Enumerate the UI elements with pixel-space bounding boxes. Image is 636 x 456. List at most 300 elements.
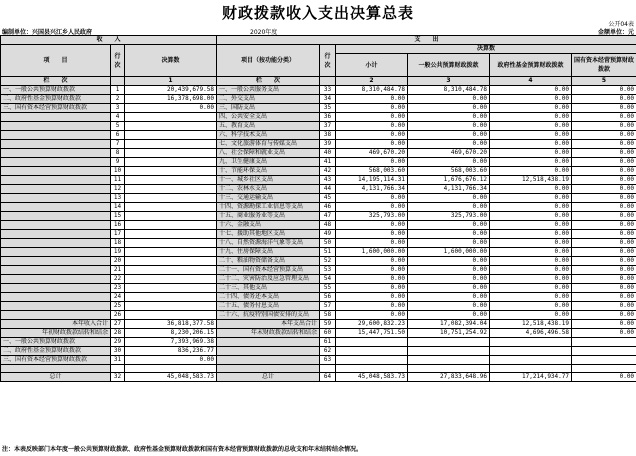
income-row-number: 22 (111, 275, 125, 284)
income-row-number: 2 (111, 95, 125, 104)
expense-fund-budget: 0.00 (490, 221, 572, 230)
income-row-number: 8 (111, 149, 125, 158)
expense-subtotal: 45,048,583.73 (336, 373, 408, 382)
income-row-number: 29 (111, 338, 125, 347)
income-amount (125, 140, 217, 149)
table-row (1, 338, 636, 347)
expense-general-budget: 0.00 (408, 293, 490, 302)
expense-row-number: 54 (320, 275, 336, 284)
table-row (1, 167, 636, 176)
expense-general-budget: 0.00 (408, 302, 490, 311)
income-amount (125, 266, 217, 275)
expense-fund-budget: 0.00 (490, 95, 572, 104)
expense-fund-budget: 0.00 (490, 167, 572, 176)
income-amount (125, 365, 217, 373)
income-item-label: 二、政府性基金预算财政拨款 (1, 347, 111, 356)
expense-general-budget: 8,310,484.78 (408, 86, 490, 95)
income-item-label (1, 194, 111, 203)
final-amount-header: 决算数 (125, 45, 217, 77)
expense-item-label: 十九、住房保障支出 (217, 248, 320, 257)
expense-general-budget (408, 365, 490, 373)
expense-subtotal (336, 356, 408, 365)
expense-fund-budget: 0.00 (490, 284, 572, 293)
income-row-number: 14 (111, 203, 125, 212)
expense-state-capital: 0.00 (572, 320, 636, 329)
table-row (1, 266, 636, 275)
expense-row-number: 40 (320, 149, 336, 158)
expense-general-budget: 0.00 (408, 221, 490, 230)
income-amount: 0.00 (125, 104, 217, 113)
expense-item-label: 二十五、债务付息支出 (217, 302, 320, 311)
income-amount (125, 176, 217, 185)
table-row (1, 257, 636, 266)
expense-fund-budget (490, 356, 572, 365)
expense-item-label: 四、公共安全支出 (217, 113, 320, 122)
expense-state-capital: 0.00 (572, 194, 636, 203)
income-row-number: 6 (111, 131, 125, 140)
expense-item-label: 十八、自然资源海洋气象等支出 (217, 239, 320, 248)
expense-general-budget: 0.00 (408, 275, 490, 284)
income-row-number: 13 (111, 194, 125, 203)
expense-general-budget: 0.00 (408, 122, 490, 131)
expense-subtotal: 0.00 (336, 275, 408, 284)
expense-item-label: 十四、资源勘探工业信息等支出 (217, 203, 320, 212)
income-amount (125, 185, 217, 194)
form-code: 公开04表 (608, 21, 634, 28)
expense-general-budget: 469,670.20 (408, 149, 490, 158)
expense-state-capital: 0.00 (572, 275, 636, 284)
income-row-number: 11 (111, 176, 125, 185)
expense-general-budget: 0.00 (408, 203, 490, 212)
expense-fund-budget: 0.00 (490, 104, 572, 113)
expense-item-label: 六、科学技术支出 (217, 131, 320, 140)
expense-state-capital: 0.00 (572, 176, 636, 185)
expense-row-number: 62 (320, 347, 336, 356)
expense-general-budget: 0.00 (408, 239, 490, 248)
income-item-label (1, 203, 111, 212)
expense-item-label: 十二、农林水支出 (217, 185, 320, 194)
money-unit: 金额单位：元 (597, 29, 634, 36)
income-amount: 36,818,377.58 (125, 320, 217, 329)
income-amount (125, 311, 217, 320)
expense-row-number: 51 (320, 248, 336, 257)
expense-subtotal (336, 347, 408, 356)
income-item-label (1, 212, 111, 221)
expense-row-number: 43 (320, 176, 336, 185)
expense-state-capital: 0.00 (572, 203, 636, 212)
table-row (1, 131, 636, 140)
expense-fund-budget: 0.00 (490, 203, 572, 212)
expense-general-budget: 0.00 (408, 104, 490, 113)
income-item-label (1, 113, 111, 122)
income-item-label (1, 230, 111, 239)
expense-state-capital: 0.00 (572, 257, 636, 266)
table-row (1, 122, 636, 131)
expense-fund-budget: 0.00 (490, 113, 572, 122)
income-amount (125, 131, 217, 140)
expense-row-number: 59 (320, 320, 336, 329)
expense-fund-budget: 0.00 (490, 185, 572, 194)
expense-row-number: 48 (320, 221, 336, 230)
expense-subtotal: 0.00 (336, 140, 408, 149)
income-amount: 0.00 (125, 356, 217, 365)
income-row-number: 1 (111, 86, 125, 95)
income-row-number: 9 (111, 158, 125, 167)
income-row-number: 30 (111, 347, 125, 356)
col-number-3: 3 (408, 77, 490, 86)
expense-item-label: 二十四、债务还本支出 (217, 293, 320, 302)
expense-fund-budget: 0.00 (490, 140, 572, 149)
expense-fund-budget: 0.00 (490, 275, 572, 284)
expense-row-number: 57 (320, 302, 336, 311)
income-item-label (1, 131, 111, 140)
table-row (1, 95, 636, 104)
expense-general-budget: 17,082,394.04 (408, 320, 490, 329)
expense-fund-budget: 0.00 (490, 131, 572, 140)
expense-fund-budget: 0.00 (490, 293, 572, 302)
income-amount (125, 122, 217, 131)
expense-subtotal: 14,195,114.31 (336, 176, 408, 185)
expense-item-label: 年末财政拨款结转和结余 (217, 329, 320, 338)
expense-general-budget: 0.00 (408, 140, 490, 149)
income-item-label (1, 365, 111, 373)
expense-general-budget: 1,600,000.00 (408, 248, 490, 257)
income-item-label (1, 248, 111, 257)
expense-item-label: 二、外交支出 (217, 95, 320, 104)
expense-row-number: 37 (320, 122, 336, 131)
expense-subtotal (336, 365, 408, 373)
table-row (1, 302, 636, 311)
income-row-number: 23 (111, 284, 125, 293)
expense-general-budget: 27,833,648.96 (408, 373, 490, 382)
compiling-unit: 编制单位：兴国县兴江乡人民政府 (2, 29, 93, 36)
expense-row-number: 34 (320, 95, 336, 104)
income-item-label: 年初财政拨款结转和结余 (1, 329, 111, 338)
income-item-label: 本年收入合计 (1, 320, 111, 329)
expense-state-capital: 0.00 (572, 149, 636, 158)
income-row-number: 17 (111, 230, 125, 239)
subtotal-header: 小计 (336, 54, 408, 77)
income-amount (125, 158, 217, 167)
expense-item-label: 二十三、其他支出 (217, 284, 320, 293)
expense-item-label: 二十、粮油物资储备支出 (217, 257, 320, 266)
table-row (1, 86, 636, 95)
income-row-number: 19 (111, 248, 125, 257)
expense-header: 支 出 (217, 36, 636, 45)
table-row (1, 140, 636, 149)
income-item-label: 一、一般公共预算财政拨款 (1, 338, 111, 347)
table-row (1, 113, 636, 122)
income-row-number (111, 365, 125, 373)
expense-item-label: 总计 (217, 373, 320, 382)
expense-subtotal: 0.00 (336, 131, 408, 140)
expense-state-capital (572, 356, 636, 365)
income-item-label: 三、国有资本经营预算财政拨款 (1, 104, 111, 113)
gen-budget-header: 一般公共预算财政拨款 (408, 54, 490, 77)
row-no-header-right: 行次 (320, 45, 336, 77)
income-item-label (1, 275, 111, 284)
income-item-label (1, 140, 111, 149)
col-number-2: 2 (336, 77, 408, 86)
income-amount (125, 194, 217, 203)
expense-state-capital: 0.00 (572, 86, 636, 95)
table-row (1, 185, 636, 194)
expense-subtotal: 0.00 (336, 203, 408, 212)
expense-item-label: 一、一般公共服务支出 (217, 86, 320, 95)
expense-state-capital: 0.00 (572, 266, 636, 275)
expense-row-number: 33 (320, 86, 336, 95)
expense-row-number: 58 (320, 311, 336, 320)
expense-item-label: 十一、城乡社区支出 (217, 176, 320, 185)
table-row (1, 311, 636, 320)
income-amount (125, 212, 217, 221)
income-item-label (1, 284, 111, 293)
table-row (1, 293, 636, 302)
expense-fund-budget: 0.00 (490, 257, 572, 266)
income-row-number: 21 (111, 266, 125, 275)
expense-general-budget: 0.00 (408, 131, 490, 140)
expense-item-label (217, 356, 320, 365)
expense-subtotal: 0.00 (336, 293, 408, 302)
expense-general-budget: 1,676,676.12 (408, 176, 490, 185)
table-row (1, 284, 636, 293)
expense-row-number: 52 (320, 257, 336, 266)
income-amount (125, 167, 217, 176)
expense-subtotal: 0.00 (336, 302, 408, 311)
expense-row-number: 63 (320, 356, 336, 365)
expense-general-budget: 0.00 (408, 113, 490, 122)
expense-subtotal: 469,670.20 (336, 149, 408, 158)
col-number-4: 4 (490, 77, 572, 86)
expense-general-budget: 0.00 (408, 266, 490, 275)
expense-fund-budget (490, 347, 572, 356)
expense-state-capital: 0.00 (572, 185, 636, 194)
expense-item-label: 二十一、国有资本经营预算支出 (217, 266, 320, 275)
income-row-number: 25 (111, 302, 125, 311)
expense-fund-budget: 0.00 (490, 239, 572, 248)
income-row-number: 28 (111, 329, 125, 338)
expense-state-capital: 0.00 (572, 248, 636, 257)
expense-subtotal: 0.00 (336, 194, 408, 203)
table-row (1, 104, 636, 113)
expense-row-number: 35 (320, 104, 336, 113)
income-item-label (1, 122, 111, 131)
expense-row-number: 44 (320, 185, 336, 194)
income-item-label (1, 176, 111, 185)
expense-item-label: 九、卫生健康支出 (217, 158, 320, 167)
income-amount (125, 248, 217, 257)
expense-row-number: 60 (320, 329, 336, 338)
expense-row-number: 56 (320, 293, 336, 302)
income-amount: 20,439,679.58 (125, 86, 217, 95)
expense-row-number: 45 (320, 194, 336, 203)
expense-general-budget: 0.00 (408, 194, 490, 203)
expense-row-number: 55 (320, 284, 336, 293)
expense-fund-budget: 17,214,934.77 (490, 373, 572, 382)
income-row-number: 31 (111, 356, 125, 365)
expense-subtotal: 0.00 (336, 158, 408, 167)
income-item-label (1, 158, 111, 167)
item-header: 项 目 (1, 45, 111, 77)
income-amount (125, 293, 217, 302)
expense-row-number: 42 (320, 167, 336, 176)
income-amount (125, 203, 217, 212)
expense-fund-budget: 0.00 (490, 266, 572, 275)
income-row-number: 18 (111, 239, 125, 248)
income-amount: 45,048,583.73 (125, 373, 217, 382)
table-row (1, 329, 636, 338)
expense-state-capital: 0.00 (572, 212, 636, 221)
expense-general-budget: 568,003.60 (408, 167, 490, 176)
page-title: 财政拨款收入支出决算总表 (221, 4, 414, 22)
expense-subtotal: 0.00 (336, 122, 408, 131)
expense-state-capital: 0.00 (572, 373, 636, 382)
expense-item-label: 十六、金融支出 (217, 221, 320, 230)
income-amount (125, 113, 217, 122)
table-row (1, 158, 636, 167)
expense-row-number (320, 365, 336, 373)
income-item-label (1, 302, 111, 311)
income-amount (125, 284, 217, 293)
expense-general-budget: 0.00 (408, 230, 490, 239)
income-item-label (1, 266, 111, 275)
income-amount: 7,393,969.38 (125, 338, 217, 347)
income-row-number: 4 (111, 113, 125, 122)
expense-item-label (217, 365, 320, 373)
income-row-number: 27 (111, 320, 125, 329)
expense-item-label (217, 338, 320, 347)
income-row-number: 16 (111, 221, 125, 230)
expense-item-label: 五、教育支出 (217, 122, 320, 131)
expense-state-capital: 0.00 (572, 311, 636, 320)
expense-item-label: 三、国防支出 (217, 104, 320, 113)
income-row-number: 24 (111, 293, 125, 302)
expense-row-number: 50 (320, 239, 336, 248)
income-item-label: 总计 (1, 373, 111, 382)
income-amount (125, 257, 217, 266)
expense-state-capital: 0.00 (572, 122, 636, 131)
expense-subtotal: 29,600,832.23 (336, 320, 408, 329)
expense-subtotal: 0.00 (336, 230, 408, 239)
expense-subtotal: 325,793.00 (336, 212, 408, 221)
table-row (1, 356, 636, 365)
expense-subtotal: 0.00 (336, 104, 408, 113)
income-amount: 16,378,698.00 (125, 95, 217, 104)
expense-subtotal: 0.00 (336, 239, 408, 248)
income-item-label (1, 221, 111, 230)
expense-general-budget: 10,751,254.92 (408, 329, 490, 338)
table-row (1, 365, 636, 373)
expense-fund-budget: 4,696,496.58 (490, 329, 572, 338)
income-row-number: 32 (111, 373, 125, 382)
expense-subtotal: 0.00 (336, 221, 408, 230)
col-number-5: 5 (572, 77, 636, 86)
expense-fund-budget (490, 365, 572, 373)
table-row (1, 347, 636, 356)
expense-fund-budget: 0.00 (490, 230, 572, 239)
expense-state-capital: 0.00 (572, 284, 636, 293)
expense-fund-budget: 0.00 (490, 194, 572, 203)
expense-fund-budget (490, 338, 572, 347)
expense-general-budget: 4,131,766.34 (408, 185, 490, 194)
expense-subtotal: 0.00 (336, 284, 408, 293)
income-amount: 836,236.77 (125, 347, 217, 356)
expense-state-capital: 0.00 (572, 167, 636, 176)
income-row-number: 5 (111, 122, 125, 131)
expense-general-budget: 325,793.00 (408, 212, 490, 221)
expense-state-capital: 0.00 (572, 158, 636, 167)
table-row (1, 212, 636, 221)
income-amount (125, 230, 217, 239)
expense-fund-budget: 0.00 (490, 311, 572, 320)
income-amount (125, 221, 217, 230)
expense-general-budget: 0.00 (408, 158, 490, 167)
budget-table (0, 35, 636, 382)
income-amount (125, 149, 217, 158)
expense-fund-budget: 12,518,438.19 (490, 176, 572, 185)
table-row (1, 230, 636, 239)
expense-general-budget: 0.00 (408, 311, 490, 320)
income-amount (125, 239, 217, 248)
expense-subtotal: 0.00 (336, 266, 408, 275)
expense-subtotal: 0.00 (336, 257, 408, 266)
expense-row-number: 64 (320, 373, 336, 382)
table-row (1, 373, 636, 382)
expense-general-budget: 0.00 (408, 95, 490, 104)
expense-state-capital: 0.00 (572, 104, 636, 113)
expense-item-label: 二十二、灾害防治及应急管理支出 (217, 275, 320, 284)
table-row (1, 203, 636, 212)
expense-state-capital (572, 365, 636, 373)
income-amount: 8,230,206.15 (125, 329, 217, 338)
expense-state-capital: 0.00 (572, 293, 636, 302)
expense-fund-budget: 0.00 (490, 302, 572, 311)
fund-budget-header: 政府性基金预算财政拨款 (490, 54, 572, 77)
income-item-label (1, 167, 111, 176)
expense-row-number: 36 (320, 113, 336, 122)
expense-general-budget: 0.00 (408, 284, 490, 293)
lanci-right: 栏 次 (217, 77, 320, 86)
expense-state-capital: 0.00 (572, 113, 636, 122)
expense-state-capital: 0.00 (572, 131, 636, 140)
expense-fund-budget: 12,518,438.19 (490, 320, 572, 329)
expense-fund-budget: 0.00 (490, 149, 572, 158)
state-capital-header: 国有资本经营预算财政拨款 (572, 54, 636, 77)
expense-item-label: 二十六、抗疫特别国债安排的支出 (217, 311, 320, 320)
expense-subtotal: 1,600,000.00 (336, 248, 408, 257)
expense-subtotal: 4,131,766.34 (336, 185, 408, 194)
income-row-number: 20 (111, 257, 125, 266)
table-row (1, 248, 636, 257)
income-header: 收 入 (1, 36, 217, 45)
expense-row-number: 46 (320, 203, 336, 212)
income-row-number: 3 (111, 104, 125, 113)
expense-subtotal: 568,003.60 (336, 167, 408, 176)
lanci-left: 栏 次 (1, 77, 111, 86)
row-no-header-left: 行次 (111, 45, 125, 77)
expense-item-label: 七、文化旅游体育与传媒支出 (217, 140, 320, 149)
income-item-label (1, 149, 111, 158)
expense-general-budget (408, 338, 490, 347)
expense-row-number: 49 (320, 230, 336, 239)
expense-general-budget (408, 356, 490, 365)
income-item-label (1, 311, 111, 320)
income-row-number: 15 (111, 212, 125, 221)
expense-state-capital: 0.00 (572, 230, 636, 239)
income-row-number: 26 (111, 311, 125, 320)
expense-subtotal: 0.00 (336, 311, 408, 320)
expense-state-capital: 0.00 (572, 329, 636, 338)
